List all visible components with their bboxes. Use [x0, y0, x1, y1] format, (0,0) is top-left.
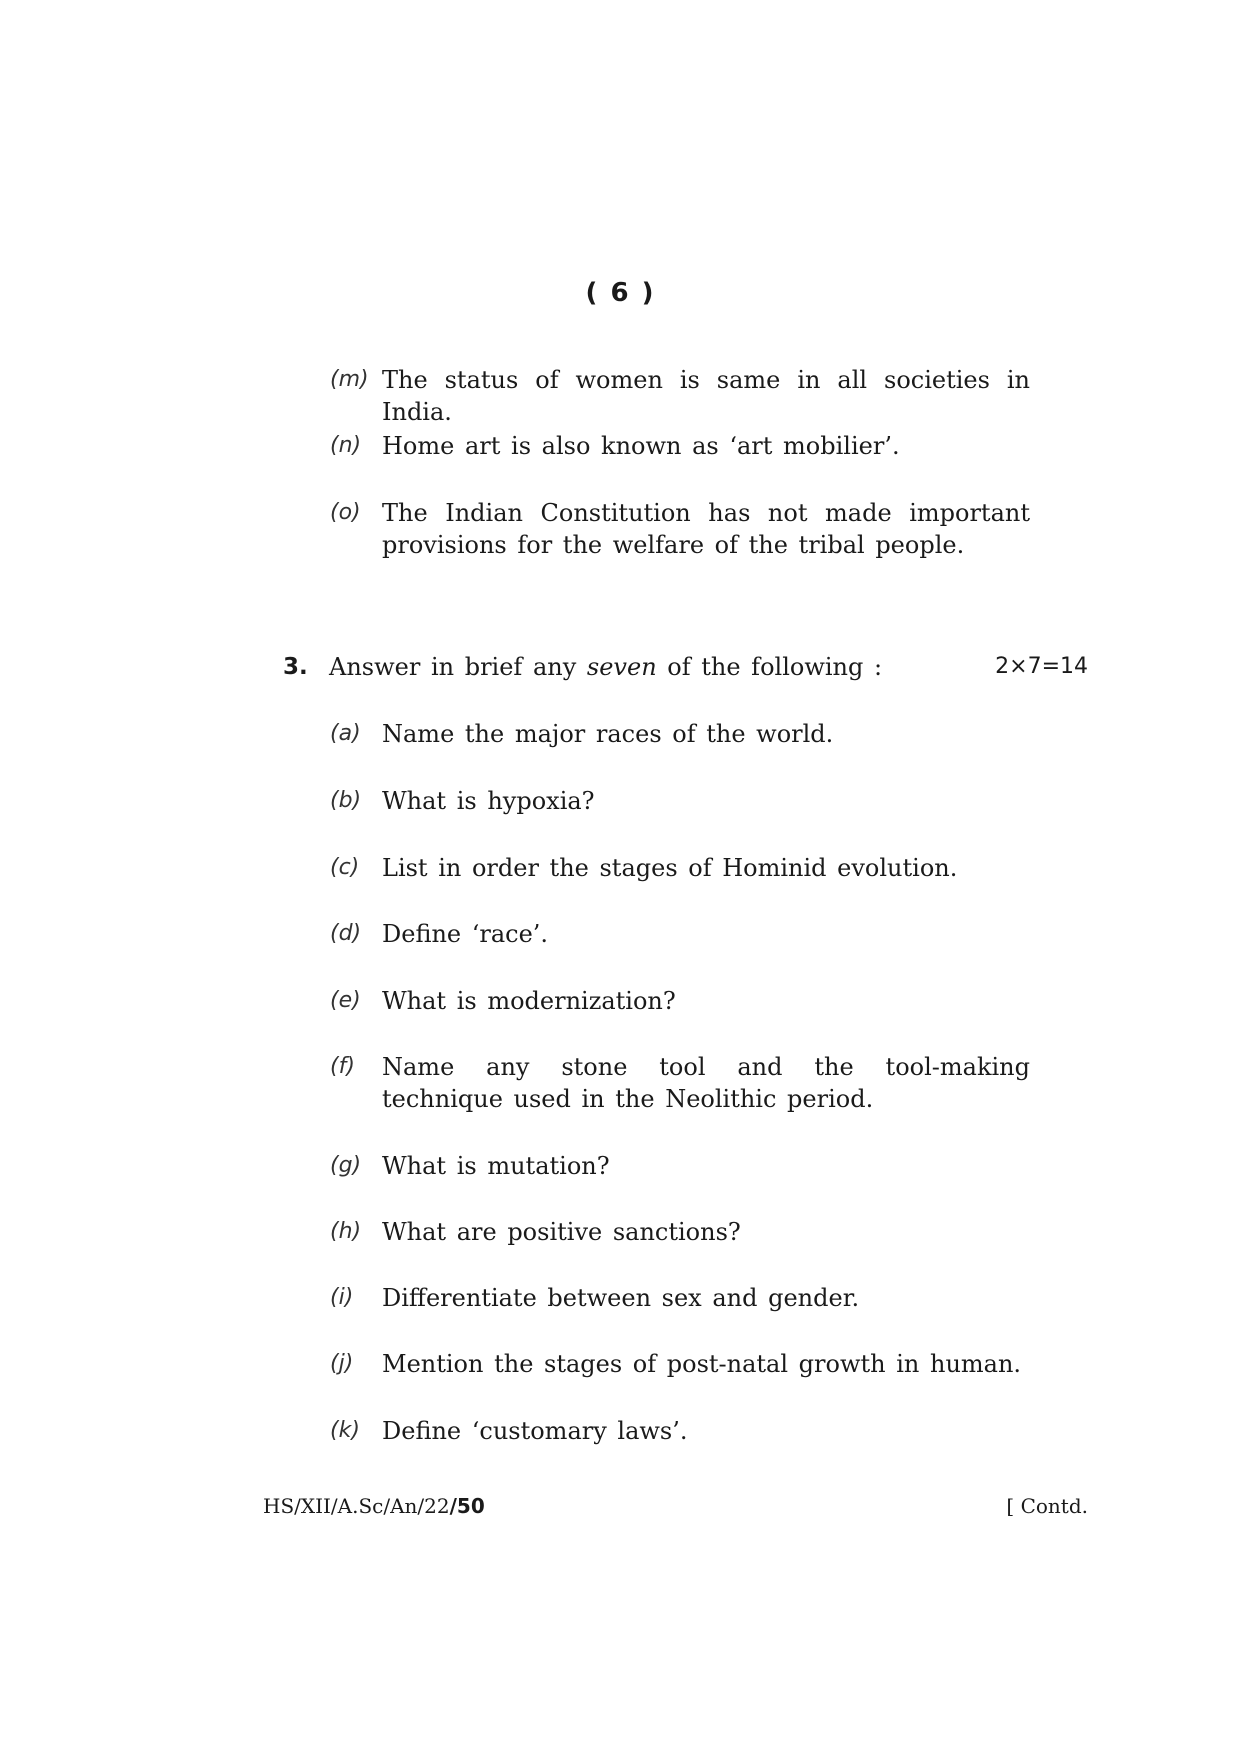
- page-number: ( 6 ): [585, 278, 656, 308]
- item-text: Mention the stages of post-natal growth in human.: [382, 1350, 1022, 1378]
- item-label: (f): [330, 1054, 355, 1079]
- item-text: What is mutation?: [382, 1152, 610, 1180]
- item-label: (g): [330, 1153, 362, 1178]
- item-label: (o): [330, 500, 361, 525]
- item-label: (n): [330, 433, 362, 458]
- sub-question-c: [330, 852, 1030, 884]
- statement-item-m: [330, 364, 1030, 428]
- sub-question-e: [330, 985, 1030, 1017]
- item-label: (j): [330, 1351, 354, 1376]
- item-text: Name the major races of the world.: [382, 720, 834, 748]
- sub-question-f: [330, 1051, 1030, 1115]
- item-label: (b): [330, 788, 362, 813]
- statement-item-n: [330, 430, 1030, 462]
- item-text: Name any stone tool and the tool-making technique used in the Neolithic period.: [382, 1053, 1030, 1113]
- item-text: Differentiate between sex and gender.: [382, 1284, 860, 1312]
- item-label: (e): [330, 988, 361, 1013]
- item-label: (i): [330, 1285, 354, 1310]
- item-label: (k): [330, 1418, 360, 1443]
- item-text: The status of women is same in all societies in India.: [382, 366, 1030, 426]
- item-text: The Indian Constitution has not made important provisions for the welfare of the tribal people.: [382, 499, 1030, 559]
- item-label: (d): [330, 921, 362, 946]
- question-marks: 2×7=14: [995, 654, 1088, 679]
- item-text: Define ‘customary laws’.: [382, 1417, 688, 1445]
- sub-question-j: [330, 1348, 1030, 1380]
- item-text: List in order the stages of Hominid evolution.: [382, 854, 958, 882]
- sub-question-b: [330, 785, 1030, 817]
- paper-code: HS/XII/A.Sc/An/22/50: [263, 1494, 485, 1518]
- question-number: 3.: [283, 654, 308, 680]
- sub-question-k: [330, 1415, 1030, 1447]
- sub-question-d: [330, 918, 1030, 950]
- item-text: What is hypoxia?: [382, 787, 595, 815]
- item-text: Home art is also known as ‘art mobilier’.: [382, 432, 900, 460]
- item-text: What are positive sanctions?: [382, 1218, 741, 1246]
- contd-note: [ Contd.: [1006, 1494, 1088, 1518]
- item-label: (h): [330, 1219, 362, 1244]
- question-text: Answer in brief any seven of the following :: [329, 653, 883, 681]
- item-label: (c): [330, 855, 360, 880]
- item-text: Define ‘race’.: [382, 920, 549, 948]
- statement-item-o: [330, 497, 1030, 561]
- item-text: What is modernization?: [382, 987, 676, 1015]
- sub-question-i: [330, 1282, 1030, 1314]
- item-label: (m): [330, 367, 369, 392]
- item-label: (a): [330, 721, 361, 746]
- sub-question-a: [330, 718, 1030, 750]
- sub-question-g: [330, 1150, 1030, 1182]
- sub-question-h: [330, 1216, 1030, 1248]
